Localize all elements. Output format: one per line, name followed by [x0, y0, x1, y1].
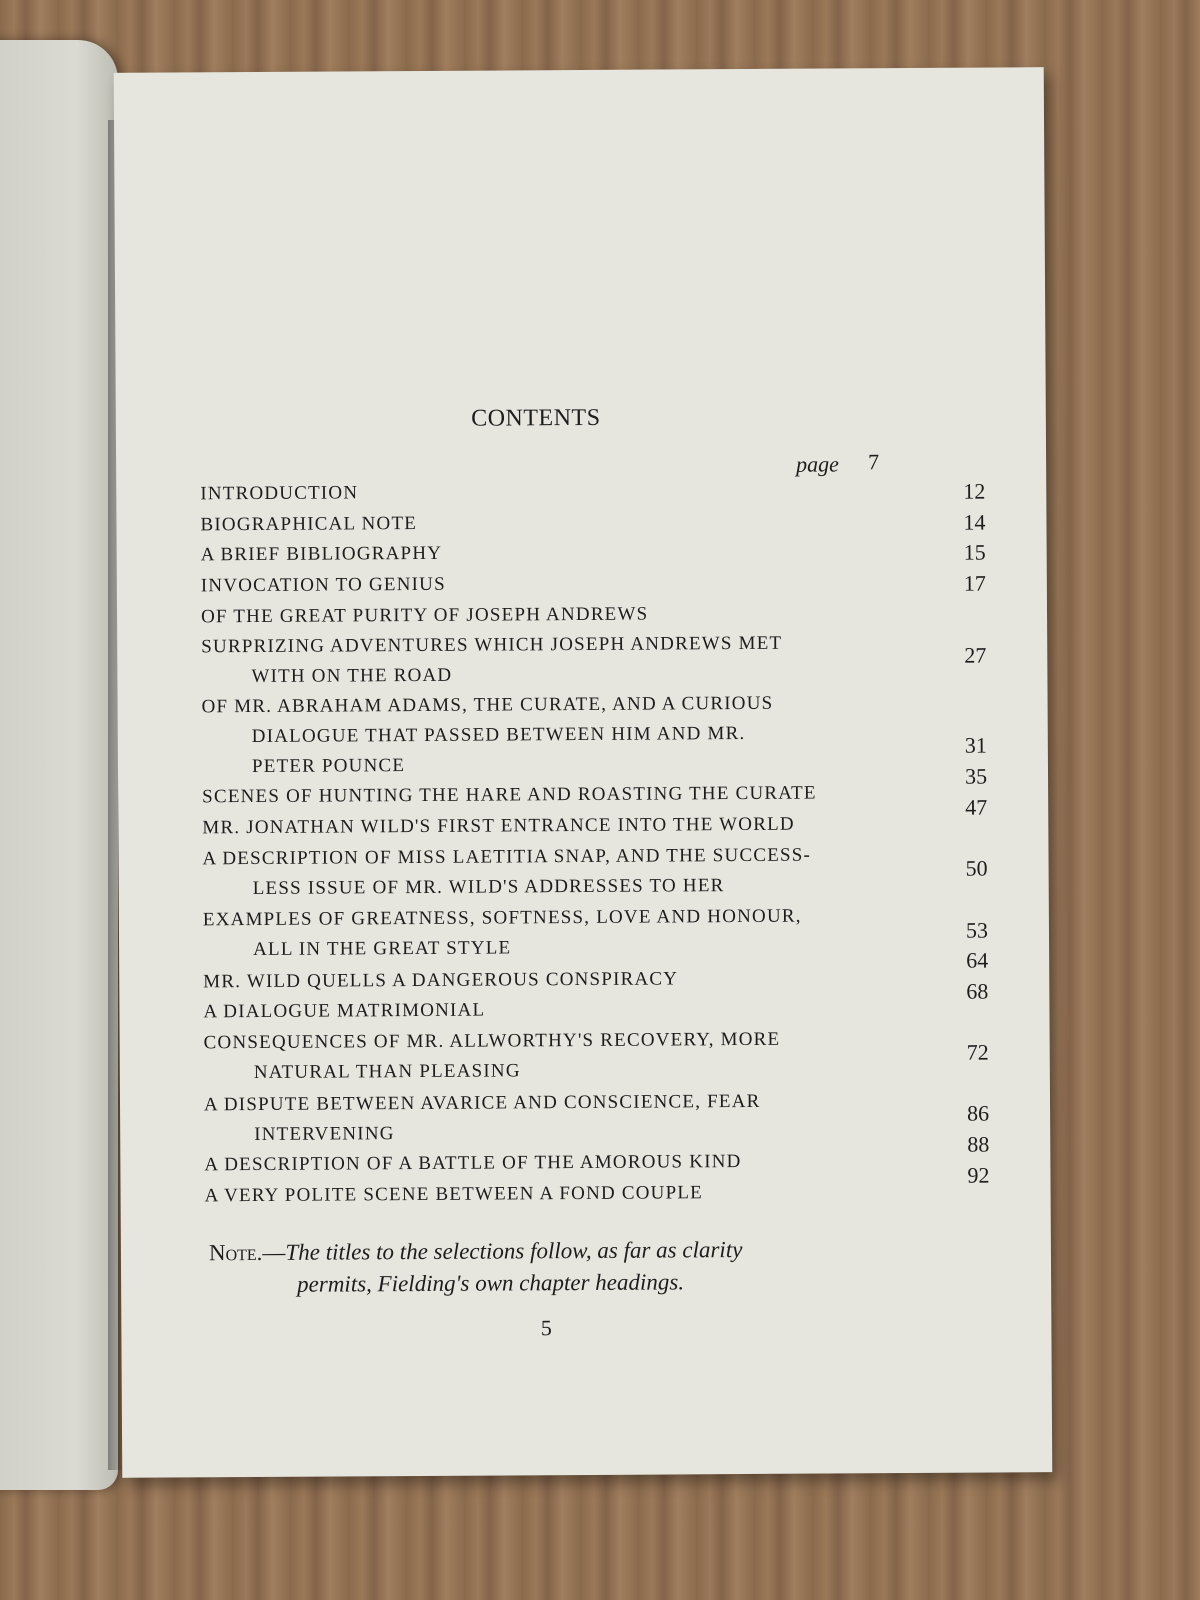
- toc-page-number: 27: [964, 642, 987, 668]
- toc-page-number: 86: [967, 1100, 990, 1126]
- toc-page-number: 92: [967, 1162, 990, 1188]
- toc-entry-title: A VERY POLITE SCENE BETWEEN A FOND COUPLE: [204, 1182, 703, 1207]
- toc-entry-title: OF MR. ABRAHAM ADAMS, THE CURATE, AND A CURIOUS: [201, 692, 774, 718]
- toc-page-number: 15: [963, 539, 986, 565]
- toc-page-number: 68: [966, 978, 989, 1004]
- editorial-note: [209, 1233, 909, 1301]
- toc-entry-title: A DESCRIPTION OF A BATTLE OF THE AMOROUS KIND: [204, 1151, 742, 1176]
- contents-page: [114, 67, 1053, 1478]
- toc-page-number: 72: [966, 1039, 989, 1065]
- toc-page-number: 17: [963, 570, 986, 596]
- toc-page-number: 50: [965, 855, 988, 881]
- note-text-line-2: permits, Fielding's own chapter headings.: [297, 1269, 685, 1297]
- toc-page-number: 53: [965, 917, 989, 943]
- toc-entry-title-continued: DIALOGUE THAT PASSED BETWEEN HIM AND MR.: [251, 723, 746, 748]
- toc-entry-title: MR. JONATHAN WILD'S FIRST ENTRANCE INTO THE WORLD: [202, 813, 795, 839]
- toc-entry: [201, 598, 901, 632]
- toc-entry: [202, 778, 902, 812]
- toc-page-number: 64: [966, 947, 989, 973]
- toc-entry: [202, 809, 902, 843]
- toc-entry: [204, 1086, 904, 1150]
- toc-entry-title: BIOGRAPHICAL NOTE: [200, 513, 418, 536]
- toc-entry: [201, 567, 901, 601]
- toc-entry: [204, 1177, 904, 1211]
- toc-entry: [200, 506, 900, 540]
- toc-entry-title: A BRIEF BIBLIOGRAPHY: [200, 542, 443, 566]
- toc-entry-title-continued: PETER POUNCE: [251, 755, 406, 778]
- toc-page-number: 88: [967, 1131, 990, 1157]
- toc-entry-title: CONSEQUENCES OF MR. ALLWORTHY'S RECOVERY, MORE: [203, 1028, 781, 1054]
- page-title: CONTENTS: [471, 404, 601, 432]
- toc-entry-title-continued: WITH ON THE ROAD: [251, 664, 453, 688]
- note-lead: Note.—: [208, 1239, 286, 1266]
- toc-entry-title: INTRODUCTION: [200, 482, 359, 505]
- toc-entry: [204, 1146, 904, 1180]
- facing-page-left: [0, 40, 118, 1490]
- toc-entry: [203, 993, 903, 1027]
- toc-page-number: 12: [963, 478, 986, 504]
- toc-page-number: 47: [965, 794, 988, 820]
- toc-entry-title: SURPRIZING ADVENTURES WHICH JOSEPH ANDREWS MET: [201, 632, 783, 658]
- toc-entry: [204, 1024, 904, 1088]
- first-page-number: 7: [868, 449, 880, 475]
- toc-entry-title: A DISPUTE BETWEEN AVARICE AND CONSCIENCE, FEAR: [203, 1090, 761, 1116]
- toc-entry-title: MR. WILD QUELLS A DANGEROUS CONSPIRACY: [203, 968, 679, 993]
- toc-entry-title-continued: INTERVENING: [254, 1123, 395, 1146]
- toc-page-number: 14: [963, 509, 986, 535]
- toc-entry: [202, 688, 903, 782]
- toc-entry-title: A DIALOGUE MATRIMONIAL: [203, 999, 486, 1023]
- toc-entry-title: INVOCATION TO GENIUS: [200, 573, 446, 597]
- toc-entry-title: SCENES OF HUNTING THE HARE AND ROASTING THE CURATE: [202, 782, 817, 808]
- toc-entry: [201, 536, 901, 570]
- toc-entry-title: EXAMPLES OF GREATNESS, SOFTNESS, LOVE AND HONOUR,: [202, 905, 802, 931]
- toc-entry-title: A DESCRIPTION OF MISS LAETITIA SNAP, AND THE SUCCESS-: [202, 844, 812, 870]
- toc-entry: [202, 840, 902, 904]
- toc-page-number: 35: [964, 763, 988, 789]
- toc-entry: [203, 901, 903, 965]
- toc-entry: [200, 475, 900, 509]
- page-column-label: page: [796, 451, 839, 477]
- toc-entry-title-continued: LESS ISSUE OF MR. WILD'S ADDRESSES TO HER: [252, 875, 725, 900]
- note-text-line-1: The titles to the selections follow, as far as clarity: [285, 1237, 743, 1265]
- toc-entry-title-continued: ALL IN THE GREAT STYLE: [253, 937, 512, 961]
- toc-page-number: 31: [964, 732, 987, 758]
- toc-entry: [203, 963, 903, 997]
- page-number: 5: [540, 1315, 552, 1341]
- toc-entry: [201, 628, 901, 692]
- toc-entry-title: OF THE GREAT PURITY OF JOSEPH ANDREWS: [200, 603, 649, 628]
- toc-entry-title-continued: NATURAL THAN PLEASING: [253, 1060, 521, 1084]
